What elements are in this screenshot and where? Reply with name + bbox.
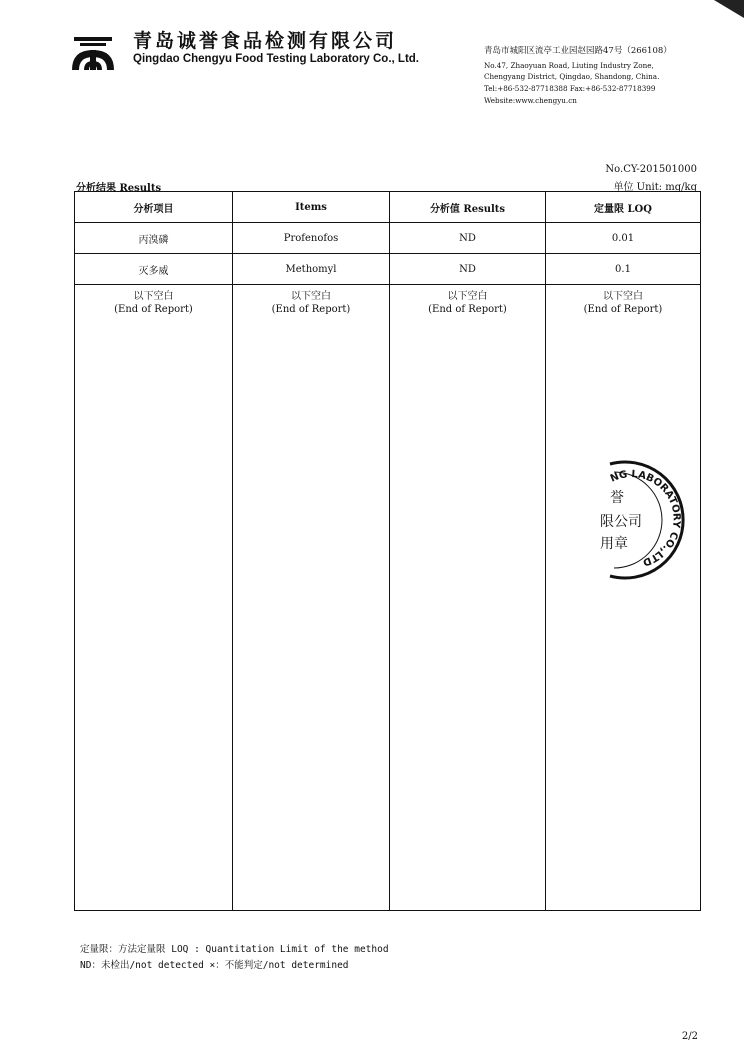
cell-result: ND xyxy=(390,223,546,254)
cell-loq: 0.01 xyxy=(546,223,701,254)
end-label-cn: 以下空白 xyxy=(603,291,643,302)
table-row xyxy=(75,254,701,285)
results-title: 分析结果 Results xyxy=(76,183,162,194)
end-of-report-row xyxy=(75,285,701,911)
end-label-cn: 以下空白 xyxy=(447,291,488,302)
address-en-line2: Chengyang District, Qingdao, Shandong, China. xyxy=(484,72,660,81)
end-label-en: (End of Report) xyxy=(114,304,193,315)
svg-text:誉: 誉 xyxy=(610,490,624,506)
end-label-en: (End of Report) xyxy=(271,304,351,315)
svg-text:限公司: 限公司 xyxy=(600,514,642,530)
header-loq: 定量限 LOQ xyxy=(546,192,701,223)
end-cell xyxy=(546,285,701,911)
end-label-cn: 以下空白 xyxy=(291,291,331,302)
end-cell xyxy=(390,285,546,911)
company-logo xyxy=(70,36,116,72)
contact-phone-fax: Tel:+86-532-87718388 Fax:+86-532-87718399 xyxy=(484,84,656,93)
cell-item-en: Methomyl xyxy=(233,254,390,285)
svg-text:用章: 用章 xyxy=(600,536,628,552)
company-seal-stamp xyxy=(596,460,686,580)
website: Website:www.chengyu.cn xyxy=(484,96,577,105)
cell-item-cn: 灭多威 xyxy=(75,254,233,285)
loq-footnote: 定量限：方法定量限 LOQ : Quantitation Limit of the method xyxy=(80,944,389,955)
address-en-line1: No.47, Zhaoyuan Road, Liuting Industry Zone, xyxy=(484,61,654,70)
page-corner-mark xyxy=(714,0,744,18)
end-label-en: (End of Report) xyxy=(583,304,663,315)
end-cell xyxy=(75,285,233,911)
cell-item-en: Profenofos xyxy=(233,223,390,254)
nd-footnote: ND：未检出/not detected ×：不能判定/not determined xyxy=(80,960,349,971)
header-results: 分析值 Results xyxy=(390,192,546,223)
company-name-en: Qingdao Chengyu Food Testing Laboratory Co., Ltd. xyxy=(133,53,419,65)
page-number: 2/2 xyxy=(681,1031,698,1042)
cell-loq: 0.1 xyxy=(546,254,701,285)
address-cn: 青岛市城阳区流亭工业园赵园路47号（266108） xyxy=(484,46,672,56)
end-label-cn: 以下空白 xyxy=(133,291,174,302)
header-item-cn: 分析项目 xyxy=(75,192,233,223)
unit-label: 单位 Unit: mg/kg xyxy=(613,182,697,193)
cell-item-cn: 丙溴磷 xyxy=(75,223,233,254)
company-name-cn: 青岛诚誉食品检测有限公司 xyxy=(133,30,398,52)
report-number: No.CY-201501000 xyxy=(605,164,697,175)
end-cell xyxy=(233,285,390,911)
svg-text:NG LABORATORY CO.,LTD: NG LABORATORY CO.,LTD xyxy=(608,469,682,568)
table-row xyxy=(75,223,701,254)
cell-result: ND xyxy=(390,254,546,285)
end-label-en: (End of Report) xyxy=(428,304,507,315)
header-items: Items xyxy=(233,192,390,223)
table-header-row xyxy=(75,192,701,223)
